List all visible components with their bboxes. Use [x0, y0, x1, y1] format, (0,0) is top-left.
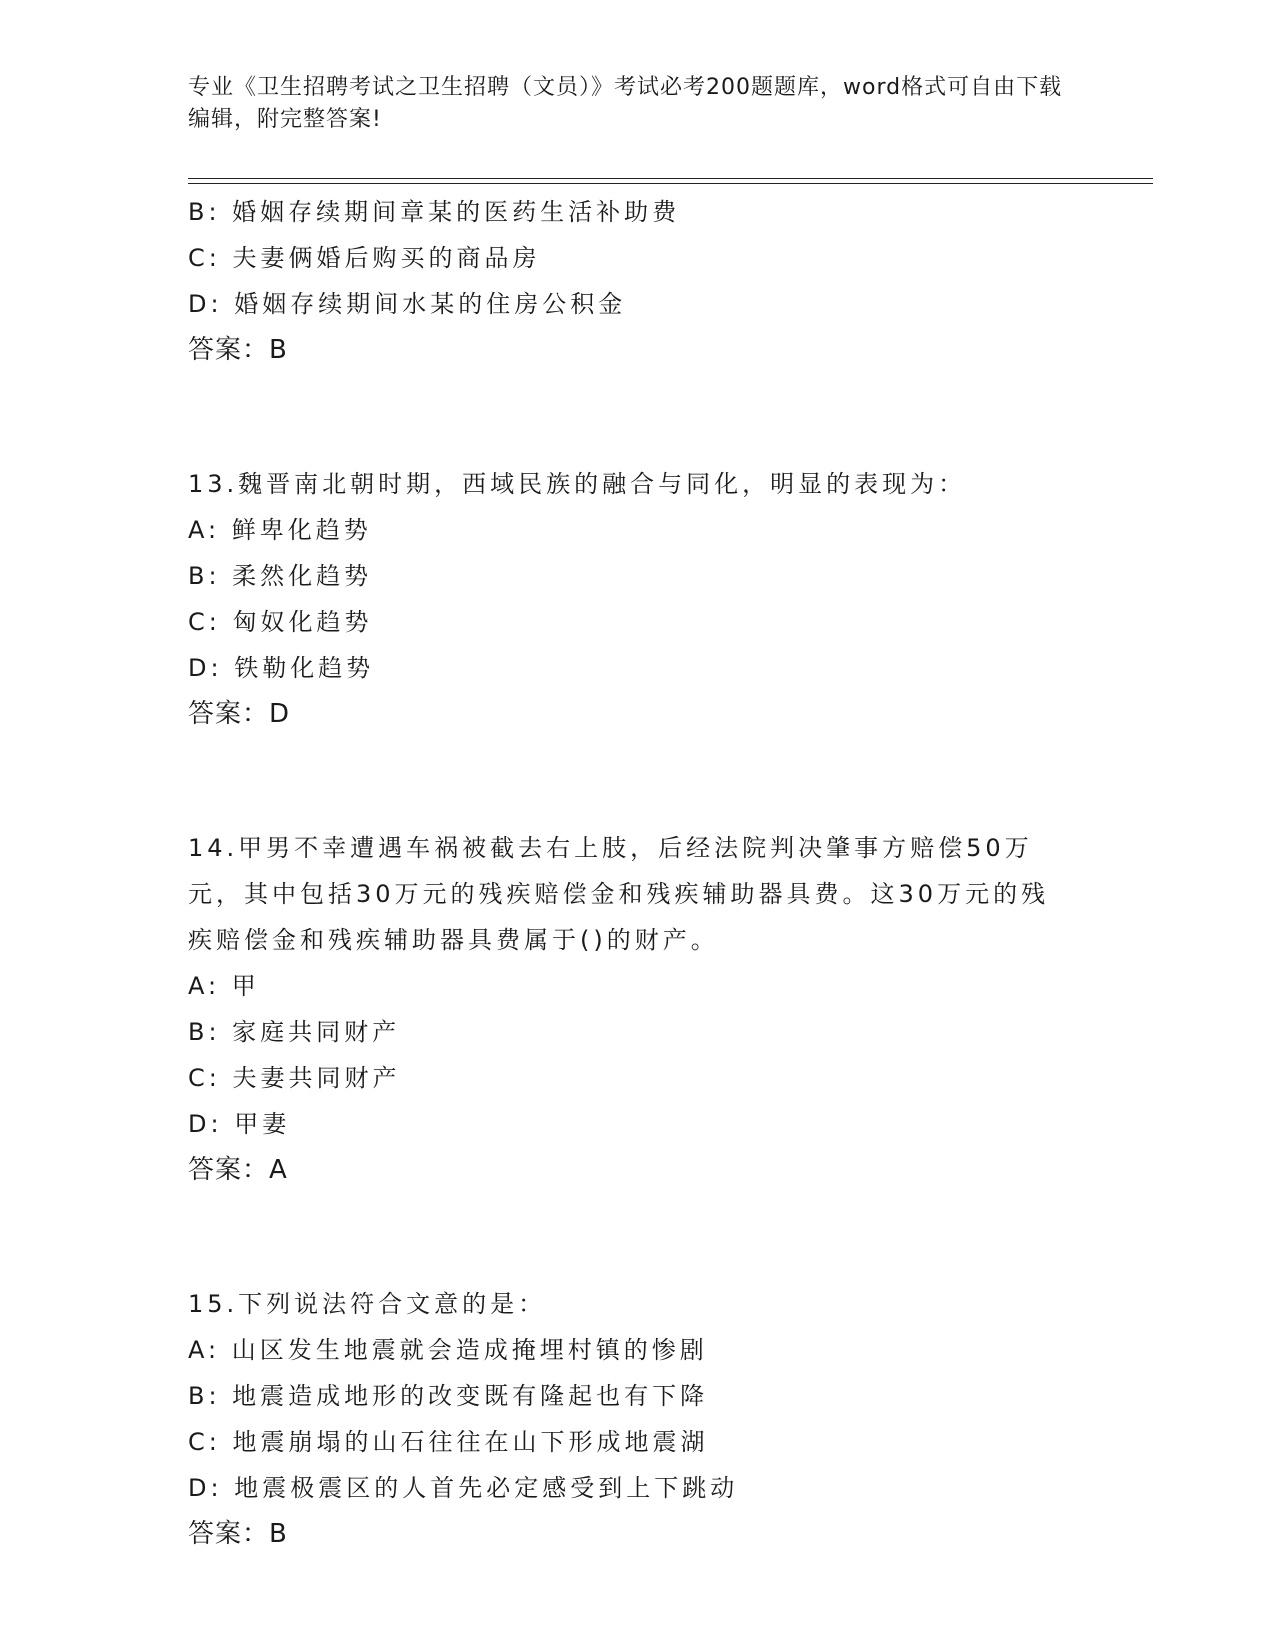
option-b: B: 家庭共同财产 [188, 1018, 401, 1046]
question-title: 13.魏晋南北朝时期，西域民族的融合与同化，明显的表现为： [188, 470, 967, 498]
option-d: D: 地震极震区的人首先必定感受到上下跳动 [188, 1474, 739, 1502]
option-b: B: 婚姻存续期间章某的医药生活补助费 [188, 198, 681, 226]
header-divider-top [188, 178, 1153, 179]
question-15 [188, 1281, 1068, 1557]
option-b: B: 地震造成地形的改变既有隆起也有下降 [188, 1382, 709, 1410]
option-a: A: 山区发生地震就会造成掩埋村镇的惨剧 [188, 1336, 708, 1364]
question-14 [188, 825, 1068, 1193]
question-13 [188, 461, 1068, 737]
option-d: D: 甲妻 [188, 1110, 291, 1138]
option-a: A: 甲 [188, 972, 260, 1000]
question-list [188, 189, 1068, 1557]
option-b: B: 柔然化趋势 [188, 562, 373, 590]
answer: 答案：A [188, 1155, 288, 1185]
option-d: D: 铁勒化趋势 [188, 654, 375, 682]
question-title: 15.下列说法符合文意的是： [188, 1290, 547, 1318]
option-d: D: 婚姻存续期间水某的住房公积金 [188, 290, 627, 318]
option-c: C: 夫妻共同财产 [188, 1064, 401, 1092]
question-title: 14.甲男不幸遭遇车祸被截去右上肢，后经法院判决肇事方赔偿50万元，其中包括30万元的残疾赔偿金和残疾辅助器具费。这30万元的残疾赔偿金和残疾辅助器具费属于()的财产。 [188, 834, 1050, 954]
document-header: 专业《卫生招聘考试之卫生招聘（文员）》考试必考200题题库，word格式可自由下载编辑，附完整答案! [188, 75, 1063, 132]
answer: 答案：B [188, 1519, 288, 1549]
option-c: C: 匈奴化趋势 [188, 608, 373, 636]
header-divider-bottom [188, 183, 1153, 184]
option-c: C: 地震崩塌的山石往往在山下形成地震湖 [188, 1428, 709, 1456]
question-12 [188, 189, 1068, 373]
option-a: A: 鲜卑化趋势 [188, 516, 372, 544]
option-c: C: 夫妻俩婚后购买的商品房 [188, 244, 541, 272]
answer: 答案：B [188, 335, 288, 365]
answer: 答案：D [188, 699, 291, 729]
